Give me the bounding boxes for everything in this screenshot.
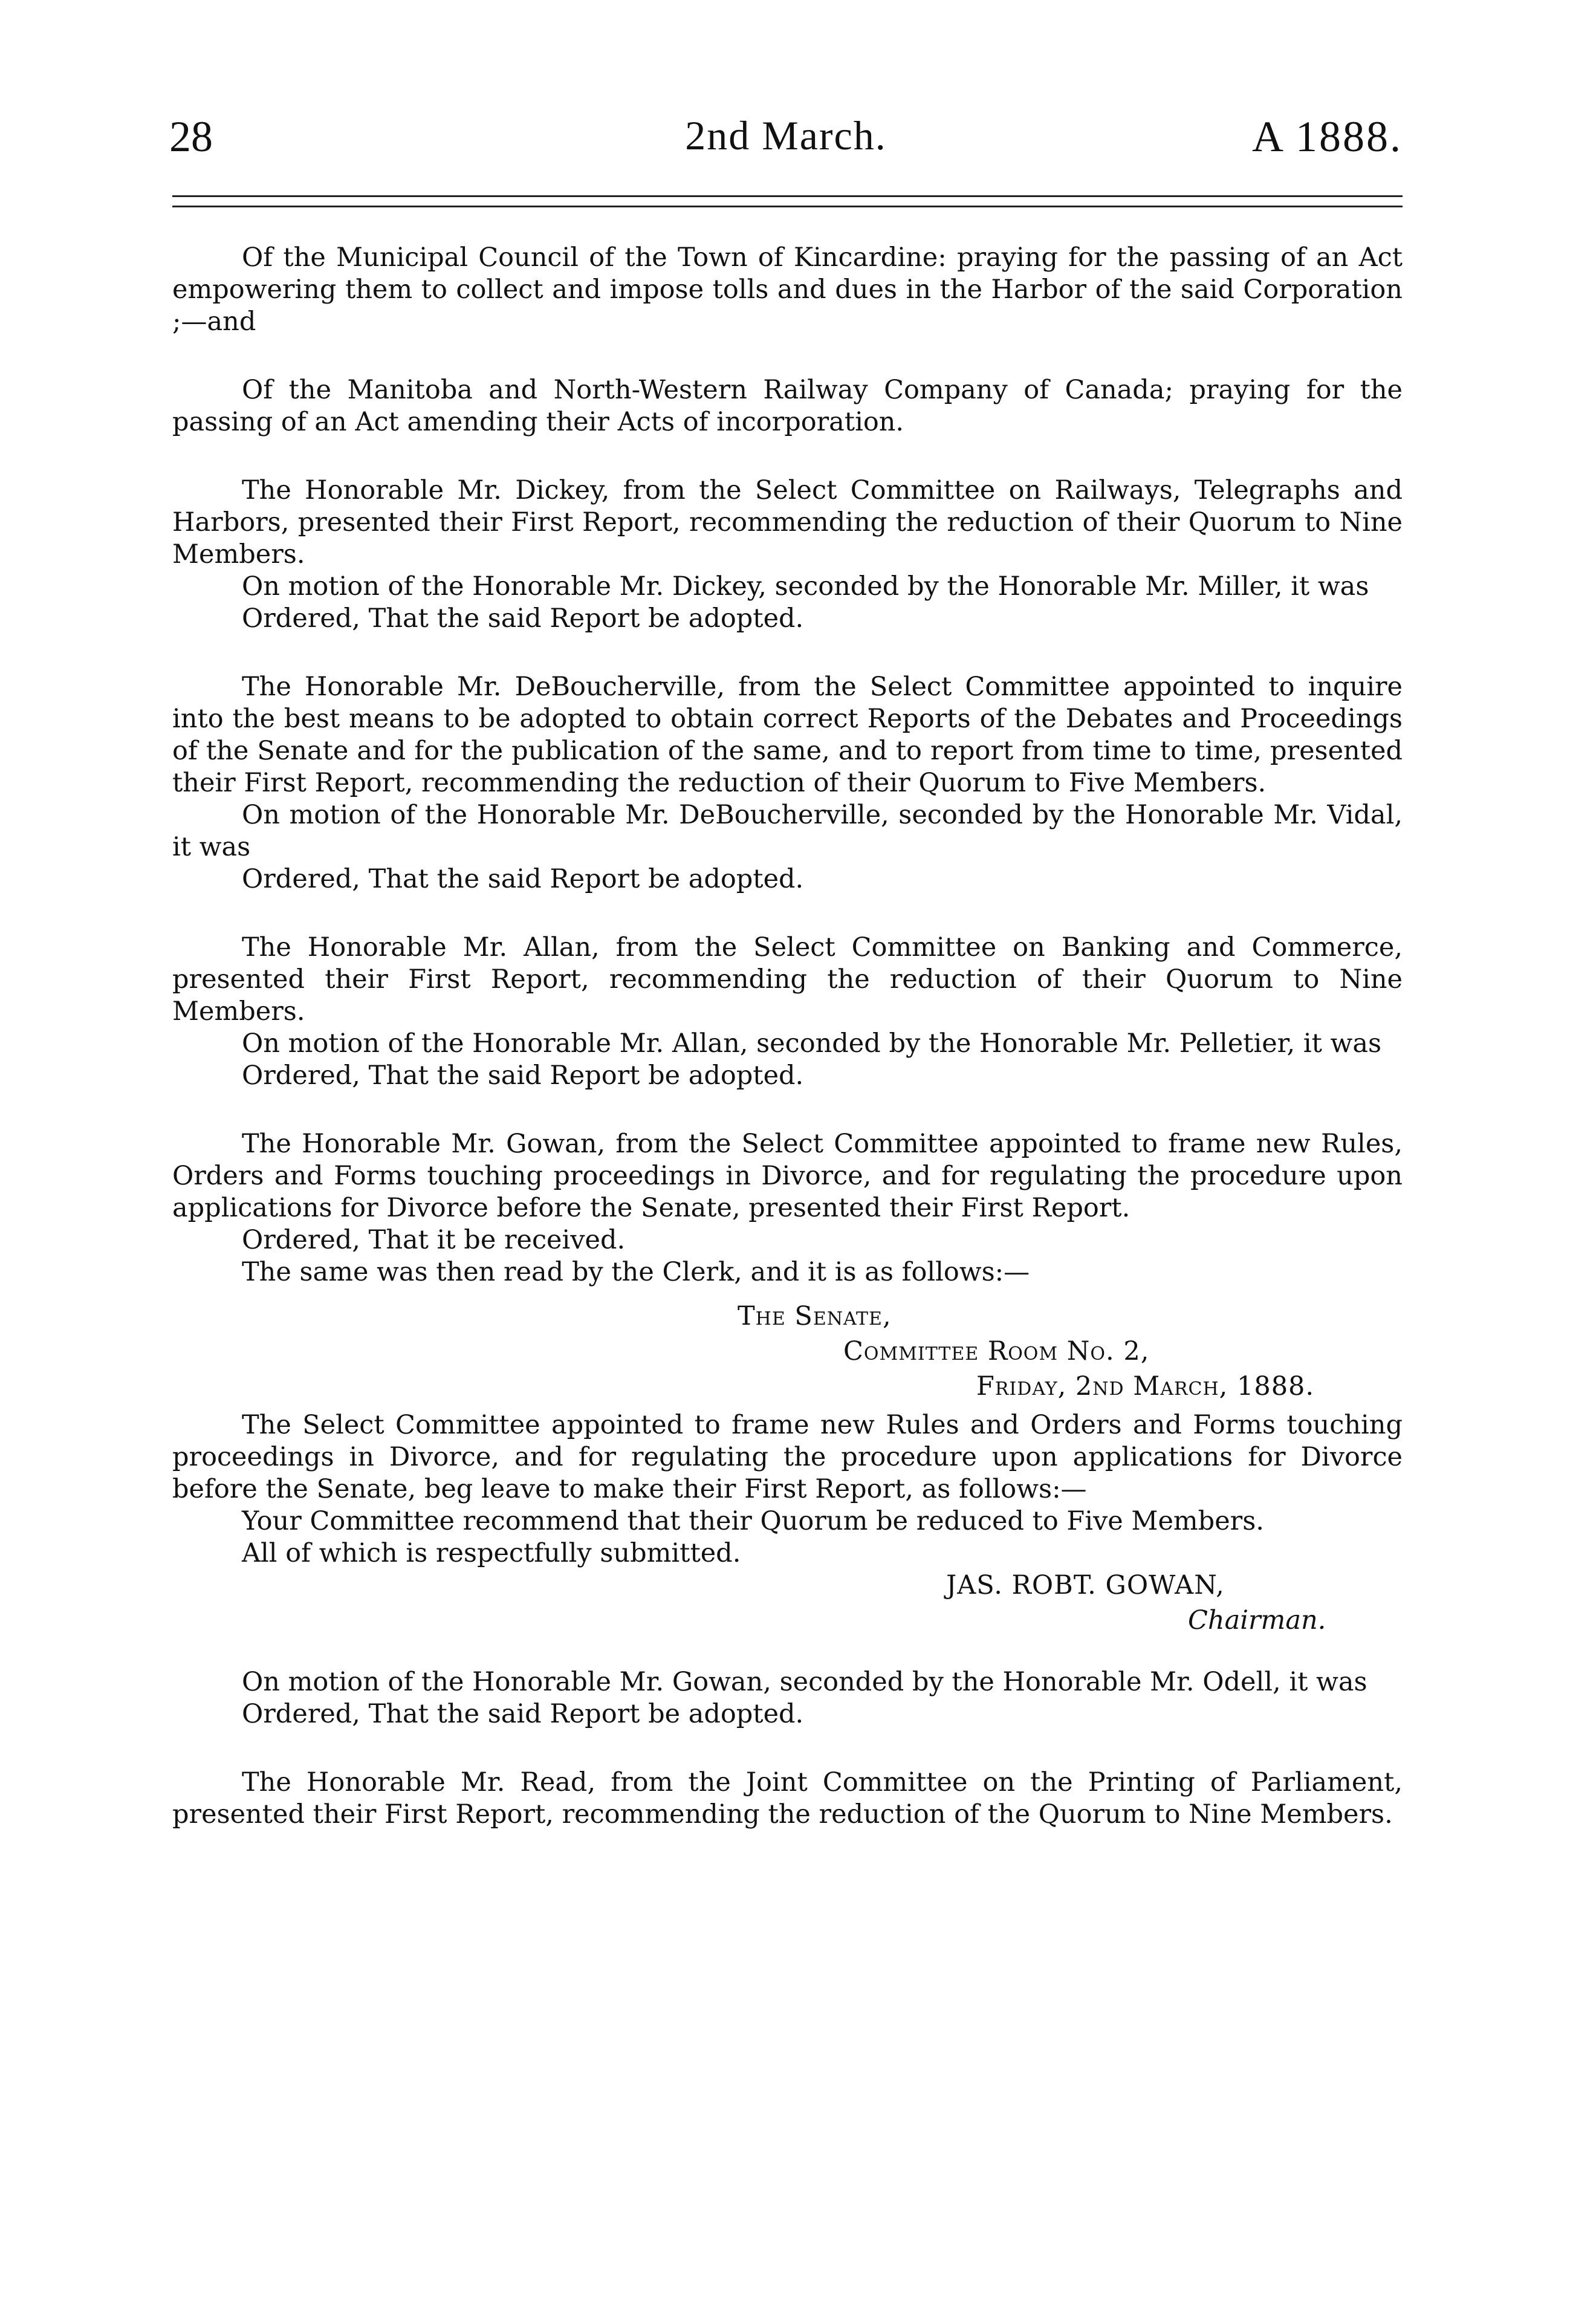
dickey-report: The Honorable Mr. Dickey, from the Select Committee on Railways, Telegraphs and Harbors, presented their First Report, recommending the reduction of their Quorum to Nine Members. — [172, 475, 1403, 570]
petition-kincardine: Of the Municipal Council of the Town of Kincardine: praying for the passing of an Act empowering them to collect and impose tolls and dues in the Harbor of the said Corporation ;—and — [172, 242, 1403, 337]
report-heading-senate: The Senate, — [738, 1301, 892, 1331]
signature-name: JAS. ROBT. GOWAN, — [946, 1570, 1225, 1600]
gowan-report: The Honorable Mr. Gowan, from the Select Committee appointed to frame new Rules, Orders and Forms touching proceedings in Divorce, and for regulating the procedure upon applications for Divorce before the Senate, presented their First Report. — [172, 1129, 1403, 1223]
signature-title: Chairman. — [1188, 1605, 1326, 1635]
allan-motion: On motion of the Honorable Mr. Allan, seconded by the Honorable Mr. Pelletier, it was — [242, 1028, 1382, 1059]
report-heading-room: Committee Room No. 2, — [843, 1336, 1150, 1366]
dickey-motion: On motion of the Honorable Mr. Dickey, seconded by the Honorable Mr. Miller, it was — [242, 571, 1369, 602]
read-report: The Honorable Mr. Read, from the Joint Committee on the Printing of Parliament, presented their First Report, recommending the reduction of the Quorum to Nine Members. — [172, 1767, 1403, 1830]
page-header — [169, 112, 1403, 178]
report-submitted: All of which is respectfully submitted. — [242, 1538, 741, 1568]
header-rule-bottom — [172, 206, 1403, 207]
deboucherville-report: The Honorable Mr. DeBoucherville, from the Select Committee appointed to inquire into the best means to be adopted to obtain correct Reports of the Debates and Proceedings of the Senate and for the publication of the same, and to report from time to time, presented their First Report, recommending the reduction of their Quorum to Five Members. — [172, 672, 1403, 798]
page-year: A 1888. — [1251, 112, 1403, 161]
allan-ordered: Ordered, That the said Report be adopted. — [242, 1060, 804, 1091]
allan-report: The Honorable Mr. Allan, from the Select Committee on Banking and Commerce, presented their First Report, recommending the reduction of their Quorum to Nine Members. — [172, 932, 1403, 1027]
gowan-ordered: Ordered, That the said Report be adopted. — [242, 1699, 804, 1729]
report-signature — [172, 1570, 1403, 1642]
deboucherville-ordered: Ordered, That the said Report be adopted. — [242, 864, 804, 894]
page-body — [172, 242, 1403, 1867]
header-rule-top — [172, 195, 1403, 197]
deboucherville-motion: On motion of the Honorable Mr. DeBoucherville, seconded by the Honorable Mr. Vidal, it was — [172, 800, 1403, 862]
page-date-heading: 2nd March. — [685, 112, 887, 158]
report-recommendation: Your Committee recommend that their Quorum be reduced to Five Members. — [242, 1506, 1264, 1536]
report-body: The Select Committee appointed to frame new Rules and Orders and Forms touching proceedings in Divorce, and for regulating the procedure upon applications for Divorce before the Senate, beg leave to make their First Report, as follows:— — [172, 1410, 1403, 1504]
gowan-read: The same was then read by the Clerk, and it is as follows:— — [242, 1257, 1030, 1287]
page-number: 28 — [169, 112, 213, 161]
petition-manitoba: Of the Manitoba and North-Western Railway Company of Canada; praying for the passing of an Act amending their Acts of incorporation. — [172, 375, 1403, 437]
gowan-motion: On motion of the Honorable Mr. Gowan, seconded by the Honorable Mr. Odell, it was — [242, 1667, 1367, 1697]
report-heading-date: Friday, 2nd March, 1888. — [976, 1371, 1315, 1401]
report-heading — [172, 1300, 1403, 1409]
dickey-ordered: Ordered, That the said Report be adopted. — [242, 603, 804, 634]
gowan-received: Ordered, That it be received. — [242, 1225, 626, 1255]
